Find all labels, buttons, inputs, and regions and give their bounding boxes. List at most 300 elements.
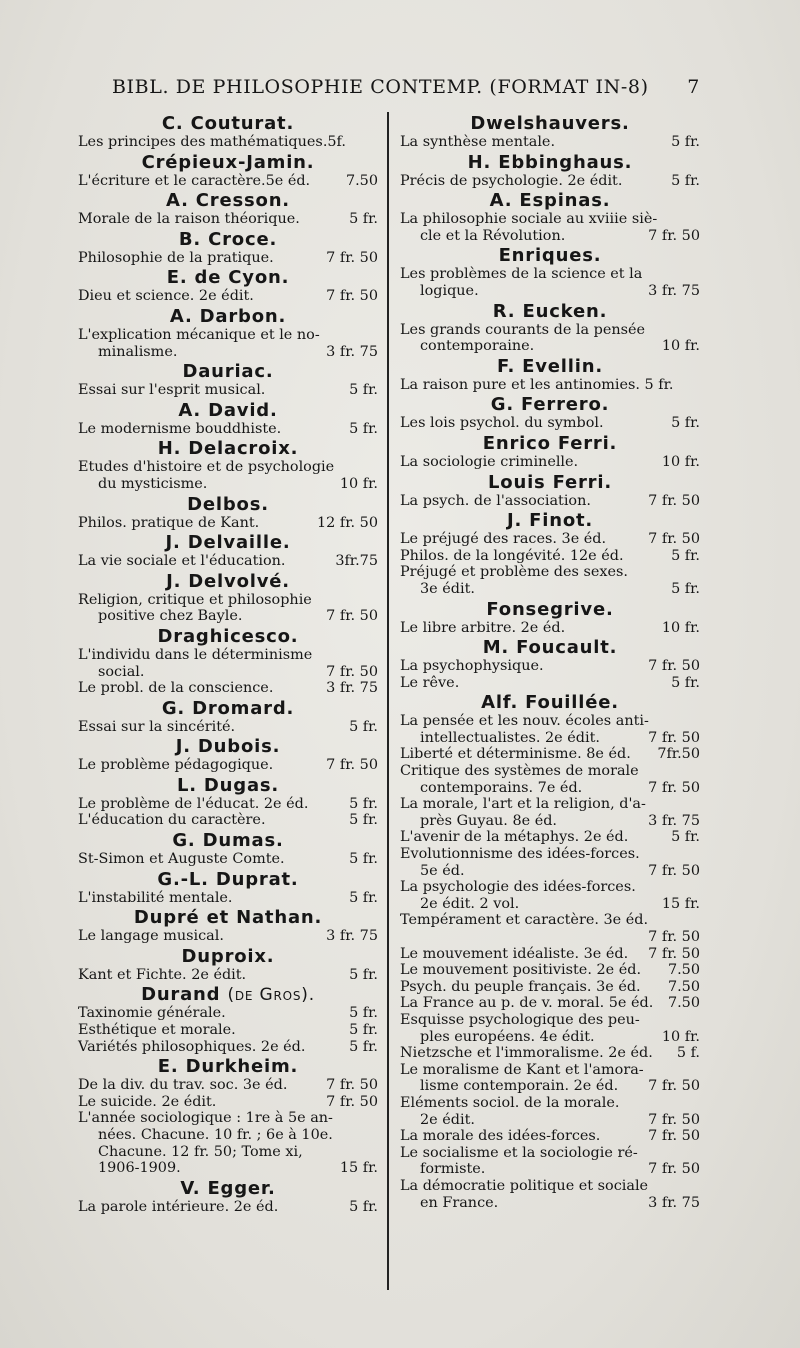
- catalog-entry: [400, 511, 700, 597]
- author-name-text: Alf. Fouillée.: [481, 692, 619, 714]
- catalog-entry: [78, 495, 378, 532]
- catalog-entry: [400, 153, 700, 190]
- book-title: contemporaine.: [420, 338, 535, 355]
- book-listing: [400, 713, 700, 730]
- book-price: 5 fr.: [671, 580, 700, 597]
- book-price: 5 fr.: [349, 966, 378, 983]
- right-column: [400, 112, 700, 1348]
- author-name-text: Crépieux-Jamin.: [141, 151, 315, 173]
- book-listing: [400, 658, 700, 675]
- book-title: Les principes des mathématiques.5f.: [78, 134, 346, 150]
- author-name-text: M. Foucault.: [482, 637, 618, 659]
- book-title: L'écriture et le caractère.5e éd.: [78, 172, 311, 189]
- book-listing: [78, 327, 378, 344]
- catalog-entry: [78, 908, 378, 945]
- book-title: Le mouvement positiviste. 2e éd.: [400, 962, 642, 979]
- book-title: ples européens. 4e édit.: [420, 1028, 595, 1045]
- book-price: 5 fr.: [671, 547, 700, 564]
- left-column: [78, 112, 378, 1348]
- author-name-text: Fonsegrive.: [486, 598, 614, 620]
- book-title: L'individu dans le déterminisme: [78, 646, 313, 663]
- book-price: 7 fr. 50: [326, 663, 378, 680]
- book-title: L'instabilité mentale.: [78, 889, 233, 906]
- book-price: 7.50: [667, 995, 700, 1012]
- book-price: 5 fr.: [671, 674, 700, 691]
- author-name: [78, 627, 378, 647]
- book-listing: [400, 1128, 700, 1145]
- book-listing: [400, 1078, 700, 1095]
- book-title: 2e édit.: [420, 1111, 475, 1128]
- author-name: [78, 776, 378, 796]
- book-title: La raison pure et les antinomies. 5 fr.: [400, 376, 674, 393]
- catalog-entry: [400, 246, 700, 299]
- author-name-text: Delbos.: [187, 493, 269, 515]
- book-title: cle et la Révolution.: [420, 227, 566, 244]
- book-price: 7 fr. 50: [648, 862, 700, 879]
- book-title: L'éducation du caractère.: [78, 812, 266, 829]
- author-name: [400, 395, 700, 415]
- book-title: Philos. de la longévité. 12e éd.: [400, 547, 624, 564]
- book-listing: [400, 322, 700, 339]
- author-name-text: G. Dromard.: [161, 697, 295, 719]
- author-name-text: J. Delvolvé.: [166, 570, 290, 592]
- book-listing: [400, 1012, 700, 1029]
- catalog-entry: [400, 434, 700, 471]
- book-price: [372, 459, 378, 476]
- book-price: [694, 713, 700, 730]
- book-listing: [400, 1045, 700, 1062]
- book-listing: [78, 812, 378, 829]
- book-price: [694, 1062, 700, 1079]
- catalog-entry: [78, 985, 378, 1055]
- book-price: [694, 763, 700, 780]
- book-title: De la div. du trav. soc. 3e éd.: [78, 1077, 288, 1094]
- author-name: [400, 511, 700, 531]
- author-name: [78, 114, 378, 134]
- book-listing: [400, 211, 700, 228]
- book-listing: [78, 757, 378, 774]
- book-price: [372, 327, 378, 344]
- book-price: [372, 1127, 378, 1144]
- book-price: 7 fr. 50: [648, 1111, 700, 1128]
- book-listing: [400, 829, 700, 846]
- book-price: 5 fr.: [349, 420, 378, 437]
- book-listing: [78, 211, 378, 228]
- author-name: [400, 357, 700, 377]
- book-price: 3 fr. 75: [648, 1194, 700, 1211]
- book-listing: [400, 730, 700, 747]
- book-title: La philosophie sociale au xviiie siè-: [400, 211, 658, 228]
- author-name: [78, 191, 378, 211]
- book-price: 5 fr.: [349, 851, 378, 868]
- book-price: 7.50: [667, 962, 700, 979]
- book-title: Essai sur l'esprit musical.: [78, 382, 266, 399]
- author-name-text: H. Delacroix.: [157, 438, 299, 460]
- author-name-text: L. Dugas.: [176, 774, 280, 796]
- book-price: 3 fr. 75: [648, 812, 700, 829]
- author-name-text: J. Finot.: [506, 510, 594, 532]
- book-listing: [400, 979, 700, 996]
- book-title: Le problème de l'éducat. 2e éd.: [78, 795, 309, 812]
- book-listing: [78, 288, 378, 305]
- catalog-entry: [400, 302, 700, 355]
- book-listing: [78, 890, 378, 907]
- book-price: 7 fr. 50: [648, 531, 700, 548]
- book-listing: [400, 228, 700, 245]
- book-title: Le moralisme de Kant et l'amora-: [400, 1061, 644, 1078]
- book-price: 3 fr. 75: [648, 282, 700, 299]
- book-listing: [78, 1077, 378, 1094]
- book-listing: [78, 1127, 378, 1144]
- book-title: Les lois psychol. du symbol.: [400, 415, 604, 432]
- book-price: [372, 134, 378, 151]
- book-title: Le mouvement idéaliste. 3e éd.: [400, 945, 629, 962]
- book-title: Esthétique et morale.: [78, 1022, 236, 1039]
- author-name: [78, 401, 378, 421]
- book-title: 5e éd.: [420, 862, 465, 879]
- catalog-entry: [78, 627, 378, 697]
- book-title: L'explication mécanique et le no-: [78, 326, 320, 343]
- book-price: [694, 1178, 700, 1195]
- catalog-entry: [78, 153, 378, 190]
- book-listing: [78, 1199, 378, 1216]
- catalog-entry: [400, 473, 700, 510]
- book-listing: [400, 1029, 700, 1046]
- book-listing: [400, 1112, 700, 1129]
- catalog-entry: [400, 357, 700, 394]
- author-name-text: Draghicesco.: [157, 625, 299, 647]
- catalog-entry: [400, 638, 700, 691]
- book-price: 5 fr.: [349, 795, 378, 812]
- book-listing: [400, 896, 700, 913]
- author-name: [400, 434, 700, 454]
- book-title: La psych. de l'association.: [400, 492, 591, 509]
- book-listing: [78, 680, 378, 697]
- book-listing: [78, 1144, 378, 1161]
- book-title: La synthèse mentale.: [400, 134, 556, 150]
- book-title: Psych. du peuple français. 3e éd.: [400, 978, 641, 995]
- catalog-entry: [400, 114, 700, 151]
- author-name: [78, 908, 378, 928]
- book-listing: [400, 1145, 700, 1162]
- book-price: 5 fr.: [671, 172, 700, 189]
- book-listing: [400, 929, 700, 946]
- catalog-entry: [400, 395, 700, 432]
- book-price: 7 fr. 50: [648, 227, 700, 244]
- book-listing: [400, 813, 700, 830]
- author-name: [78, 495, 378, 515]
- author-name: [400, 153, 700, 173]
- author-name-text: Duproix.: [181, 945, 275, 967]
- book-title: La parole intérieure. 2e éd.: [78, 1198, 279, 1215]
- author-name-text: Dwelshauvers.: [470, 113, 630, 134]
- page-number: 7: [687, 76, 700, 98]
- book-title: Préjugé et problème des sexes.: [400, 564, 628, 581]
- book-title: La psychophysique.: [400, 658, 544, 675]
- book-title: Le langage musical.: [78, 928, 224, 945]
- catalog-entry: [78, 1057, 378, 1177]
- catalog-entry: [78, 533, 378, 570]
- book-price: 5 fr.: [349, 211, 378, 228]
- book-price: [694, 322, 700, 339]
- book-title: La pensée et les nouv. écoles anti-: [400, 713, 649, 730]
- book-title: Les problèmes de la science et la: [400, 266, 643, 283]
- book-listing: [78, 719, 378, 736]
- author-name: [78, 831, 378, 851]
- book-title: 1906-1909.: [98, 1160, 181, 1177]
- book-price: 10 fr.: [661, 619, 700, 636]
- book-title: Etudes d'histoire et de psychologie: [78, 459, 335, 476]
- book-title: Philos. pratique de Kant.: [78, 514, 260, 531]
- book-listing: [78, 647, 378, 664]
- book-price: 5 fr.: [671, 134, 700, 150]
- author-name-text: E. de Cyon.: [166, 267, 290, 289]
- book-listing: [78, 459, 378, 476]
- book-price: 7 fr. 50: [326, 288, 378, 305]
- author-name: [78, 1179, 378, 1199]
- book-listing: [400, 173, 700, 190]
- author-name: [78, 268, 378, 288]
- author-name: [400, 191, 700, 211]
- book-price: [372, 647, 378, 664]
- book-listing: [78, 134, 378, 151]
- author-name: [78, 230, 378, 250]
- book-listing: [400, 912, 700, 929]
- book-title: intellectualistes. 2e édit.: [420, 729, 600, 746]
- book-title: Le probl. de la conscience.: [78, 680, 274, 697]
- book-price: 10 fr.: [661, 453, 700, 470]
- book-title: contemporains. 7e éd.: [420, 779, 583, 796]
- book-price: 7 fr. 50: [648, 1128, 700, 1145]
- book-price: [694, 1145, 700, 1162]
- author-name: [78, 947, 378, 967]
- book-title: près Guyau. 8e éd.: [420, 812, 558, 829]
- book-listing: [78, 664, 378, 681]
- author-name: [78, 307, 378, 327]
- book-listing: [78, 1022, 378, 1039]
- book-listing: [78, 967, 378, 984]
- book-title: nées. Chacune. 10 fr. ; 6e à 10e.: [98, 1127, 333, 1143]
- book-title: Le problème pédagogique.: [78, 757, 274, 774]
- catalog-entry: [78, 230, 378, 267]
- catalog-entry: [78, 362, 378, 399]
- author-name: [400, 114, 700, 134]
- book-price: 5 fr.: [349, 889, 378, 906]
- book-listing: [78, 1039, 378, 1056]
- book-listing: [400, 415, 700, 432]
- book-title: Religion, critique et philosophie: [78, 591, 312, 608]
- catalog-entry: [78, 572, 378, 625]
- author-suffix: (de Gros).: [227, 985, 315, 1006]
- book-title: Essai sur la sincérité.: [78, 718, 236, 735]
- author-name: [78, 737, 378, 757]
- book-listing: [78, 173, 378, 190]
- book-listing: [400, 675, 700, 692]
- author-name: [400, 638, 700, 658]
- book-title: Nietzsche et l'immoralisme. 2e éd.: [400, 1045, 653, 1062]
- book-title: Chacune. 12 fr. 50; Tome xi,: [98, 1143, 303, 1160]
- book-price: 5 fr.: [349, 382, 378, 399]
- author-name: [400, 693, 700, 713]
- book-listing: [400, 564, 700, 581]
- book-listing: [400, 493, 700, 510]
- book-title: Taxinomie générale.: [78, 1005, 226, 1022]
- book-price: 5 fr.: [349, 1005, 378, 1022]
- book-price: [694, 564, 700, 581]
- book-title: lisme contemporain. 2e éd.: [420, 1078, 619, 1095]
- book-listing: [78, 476, 378, 493]
- book-title: 2e édit. 2 vol.: [420, 895, 520, 912]
- book-listing: [400, 1062, 700, 1079]
- header-title: BIBL. DE PHILOSOPHIE CONTEMP. (FORMAT IN-8): [112, 76, 649, 98]
- catalog-entry: [78, 1179, 378, 1216]
- book-title: Le modernisme bouddhiste.: [78, 420, 282, 437]
- author-name-text: Louis Ferri.: [488, 471, 612, 493]
- book-price: 15 fr.: [339, 1160, 378, 1177]
- book-listing: [400, 1095, 700, 1112]
- catalog-entry: [400, 191, 700, 244]
- author-name: [78, 153, 378, 173]
- book-price: 7 fr. 50: [326, 608, 378, 625]
- book-listing: [400, 1195, 700, 1212]
- book-price: 7 fr. 50: [648, 1161, 700, 1178]
- catalog-entry: [78, 947, 378, 984]
- book-listing: [400, 454, 700, 471]
- book-title: La vie sociale et l'éducation.: [78, 553, 286, 570]
- book-title: Tempérament et caractère. 3e éd.: [400, 912, 649, 929]
- author-name: [78, 533, 378, 553]
- book-price: 7 fr. 50: [648, 729, 700, 746]
- book-title: Liberté et déterminisme. 8e éd.: [400, 746, 631, 763]
- book-title: La psychologie des idées-forces.: [400, 879, 636, 896]
- book-price: 7 fr. 50: [648, 945, 700, 962]
- author-name-text: A. Espinas.: [489, 190, 611, 212]
- book-title: Eléments sociol. de la morale.: [400, 1094, 620, 1111]
- author-name-text: H. Ebbinghaus.: [467, 151, 633, 173]
- author-name: [400, 473, 700, 493]
- book-price: 10 fr.: [661, 1028, 700, 1045]
- catalog-entry: [78, 870, 378, 907]
- book-listing: [78, 851, 378, 868]
- book-title: L'année sociologique : 1re à 5e an-: [78, 1110, 333, 1127]
- book-price: [694, 1095, 700, 1112]
- book-listing: [400, 995, 700, 1012]
- book-price: [694, 266, 700, 283]
- book-title: minalisme.: [98, 343, 178, 360]
- running-header: [112, 76, 700, 98]
- book-title: Dieu et science. 2e édit.: [78, 288, 254, 305]
- author-name-text: A. David.: [178, 399, 278, 421]
- book-listing: [78, 592, 378, 609]
- catalog-entry: [78, 268, 378, 305]
- book-listing: [400, 548, 700, 565]
- book-title: La sociologie criminelle.: [400, 453, 579, 470]
- catalog-entry: [78, 831, 378, 868]
- book-title: Esquisse psychologique des peu-: [400, 1011, 640, 1028]
- book-price: 5 fr.: [671, 829, 700, 846]
- book-price: 7.50: [345, 172, 378, 189]
- book-title: Le préjugé des races. 3e éd.: [400, 531, 607, 548]
- book-price: 7fr.50: [657, 746, 700, 763]
- book-price: 7 fr. 50: [648, 929, 700, 945]
- book-price: 5 fr.: [671, 415, 700, 432]
- author-name: [400, 246, 700, 266]
- book-price: 3 fr. 75: [326, 680, 378, 697]
- book-listing: [400, 1161, 700, 1178]
- book-price: 12 fr. 50: [317, 514, 378, 531]
- book-title: Le suicide. 2e édit.: [78, 1093, 217, 1110]
- book-title: Critique des systèmes de morale: [400, 763, 639, 780]
- book-listing: [78, 1110, 378, 1127]
- author-name-text: A. Darbon.: [169, 305, 287, 327]
- book-listing: [400, 1178, 700, 1195]
- catalog-entry: [78, 439, 378, 492]
- book-price: 7 fr. 50: [648, 1078, 700, 1095]
- author-name: [78, 699, 378, 719]
- author-name-text: Dupré et Nathan.: [133, 907, 323, 929]
- book-title: La France au p. de v. moral. 5e éd.: [400, 995, 654, 1012]
- book-price: 7 fr. 50: [326, 249, 378, 266]
- book-listing: [400, 377, 700, 394]
- book-price: 7 fr. 50: [648, 492, 700, 509]
- book-price: 10 fr.: [661, 338, 700, 355]
- book-title: St-Simon et Auguste Comte.: [78, 851, 285, 868]
- book-title: en France.: [420, 1194, 499, 1211]
- author-name: [78, 572, 378, 592]
- book-listing: [400, 134, 700, 151]
- book-title: Précis de psychologie. 2e édit.: [400, 172, 623, 189]
- book-price: 5 fr.: [349, 812, 378, 829]
- book-listing: [78, 553, 378, 570]
- book-listing: [400, 946, 700, 963]
- book-listing: [78, 382, 378, 399]
- catalog-entry: [78, 191, 378, 228]
- catalog-entry: [78, 776, 378, 829]
- book-title: positive chez Bayle.: [98, 608, 243, 625]
- book-title: Le libre arbitre. 2e éd.: [400, 619, 566, 636]
- book-listing: [78, 1160, 378, 1177]
- catalog-entry: [78, 699, 378, 736]
- catalog-entry: [78, 737, 378, 774]
- book-price: [694, 1012, 700, 1029]
- book-title: Evolutionnisme des idées-forces.: [400, 846, 640, 863]
- book-price: 3 fr. 75: [326, 343, 378, 360]
- book-listing: [400, 581, 700, 598]
- book-price: 5 fr.: [349, 718, 378, 735]
- book-price: [694, 846, 700, 863]
- book-listing: [400, 846, 700, 863]
- author-name-text: G. Dumas.: [172, 830, 284, 852]
- author-name-text: F. Evellin.: [497, 355, 603, 377]
- catalog-entry: [78, 114, 378, 151]
- book-listing: [78, 250, 378, 267]
- book-price: 7 fr. 50: [326, 757, 378, 774]
- book-title: Les grands courants de la pensée: [400, 321, 646, 338]
- author-name-text: Enrico Ferri.: [482, 432, 618, 454]
- book-listing: [400, 763, 700, 780]
- book-price: 3fr.75: [335, 553, 378, 570]
- author-name-text: Dauriac.: [182, 361, 274, 383]
- author-name: [400, 302, 700, 322]
- book-price: [694, 912, 700, 929]
- author-name-text: R. Eucken.: [492, 300, 608, 322]
- book-listing: [78, 1005, 378, 1022]
- book-price: [694, 377, 700, 394]
- book-listing: [400, 531, 700, 548]
- book-title: Le rêve.: [400, 674, 460, 691]
- book-listing: [78, 344, 378, 361]
- book-listing: [400, 863, 700, 880]
